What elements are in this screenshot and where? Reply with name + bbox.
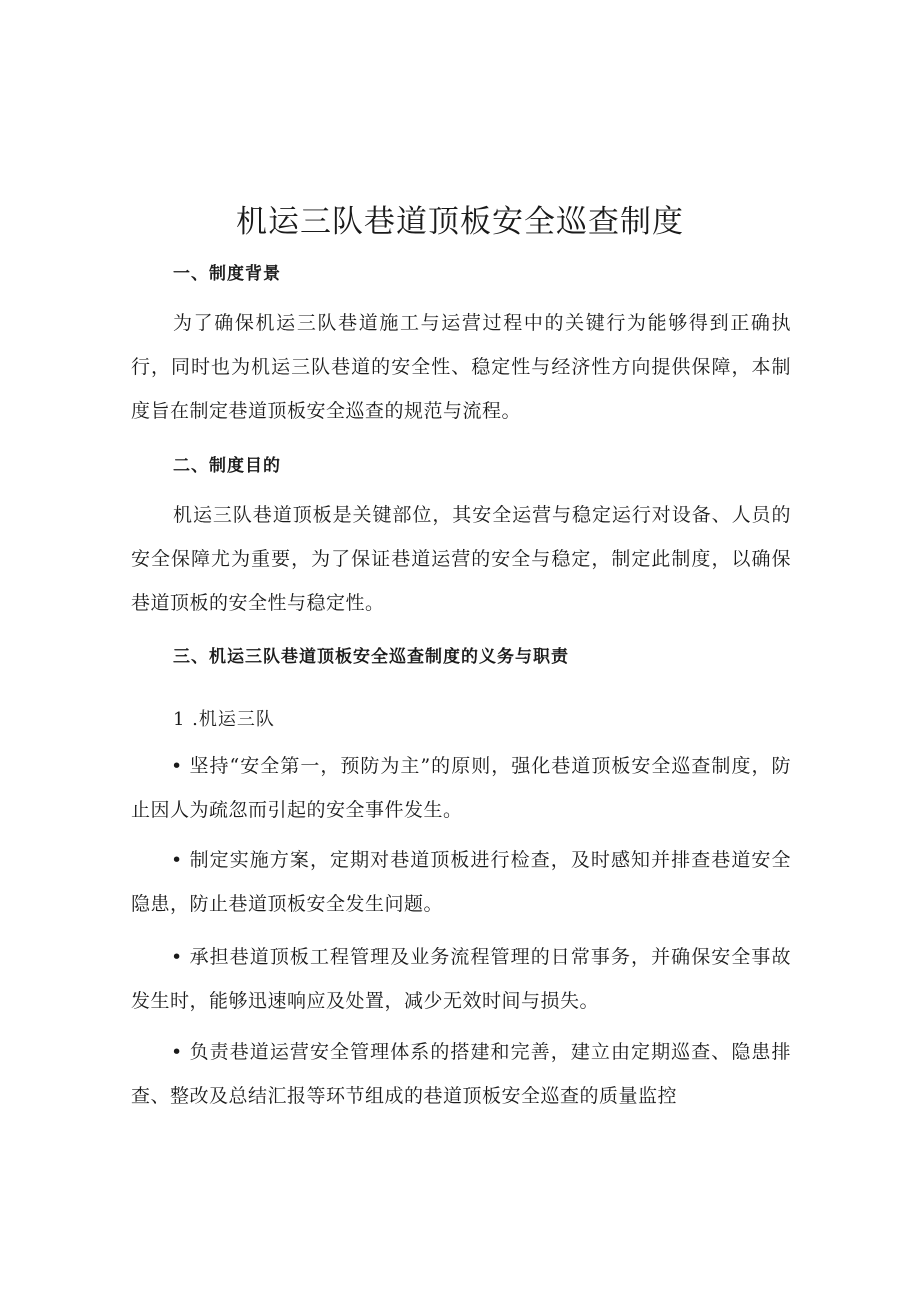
section-paragraph-purpose: 机运三队巷道顶板是关键部位，其安全运营与稳定运行对设备、人员的安全保障尤为重要，为了保证巷道运营的安全与稳定，制定此制度，以确保巷道顶板的安全性与稳定性。 [131, 504, 791, 614]
section-paragraph-background: 为了确保机运三队巷道施工与运营过程中的关键行为能够得到正确执行，同时也为机运三队巷道的安全性、稳定性与经济性方向提供保障，本制度旨在制定巷道顶板安全巡查的规范与流程。 [131, 312, 791, 422]
bullet-item [131, 935, 791, 1023]
bullet-item [131, 838, 791, 926]
bullet-item [131, 744, 791, 832]
bullet-text: 制定实施方案，定期对巷道顶板进行检查，及时感知并排查巷道安全隐患，防止巷道顶板安全发生问题。 [131, 849, 791, 915]
bullet-text: 负责巷道运营安全管理体系的搭建和完善，建立由定期巡查、隐患排查、整改及总结汇报等环节组成的巷道顶板安全巡查的质量监控 [131, 1041, 791, 1107]
bullet-text: 承担巷道顶板工程管理及业务流程管理的日常事务，并确保安全事故发生时，能够迅速响应及处置，减少无效时间与损失。 [131, 946, 791, 1012]
document-title: 机运三队巷道顶板安全巡查制度 [236, 204, 684, 240]
bullet-dot-icon: • [171, 1041, 183, 1063]
bullet-dot-icon: • [171, 755, 183, 777]
bullet-dot-icon: • [171, 946, 183, 968]
section-heading-background: 一、制度背景 [173, 264, 281, 284]
bullet-dot-icon: • [171, 849, 183, 871]
bullet-text: 坚持“安全第一，预防为主”的原则，强化巷道顶板安全巡查制度，防止因人为疏忽而引起的安全事件发生。 [131, 755, 791, 821]
section-heading-duties: 三、机运三队巷道顶板安全巡查制度的义务与职责 [173, 647, 569, 667]
subsection-heading: 1 .机运三队 [173, 709, 275, 730]
section-heading-purpose: 二、制度目的 [173, 456, 281, 476]
bullet-item [131, 1030, 791, 1118]
